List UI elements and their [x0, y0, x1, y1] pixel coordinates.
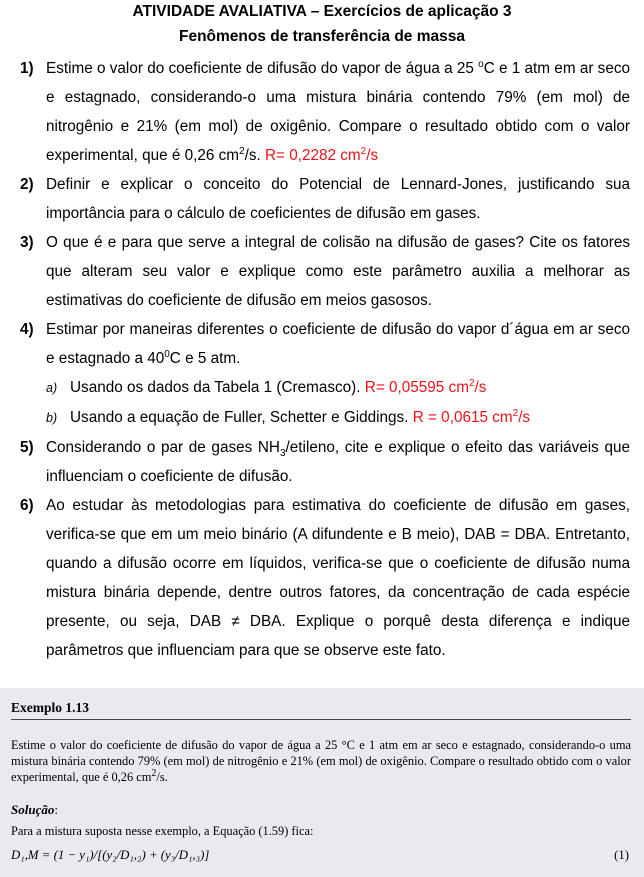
subitem-text: Usando a equação de Fuller, Schetter e Giddings. [70, 409, 413, 426]
question-number: 4) [20, 321, 34, 338]
solution-text: Para a mistura suposta nesse exemplo, a Equação (1.59) fica: [11, 824, 314, 838]
question-4b [0, 403, 644, 433]
page-subtitle: Fenômenos de transferência de massa [178, 28, 465, 45]
exponent: 2 [239, 145, 245, 157]
question-4 [0, 315, 644, 373]
question-text: Considerando o par de gases NH [46, 439, 280, 456]
equation-number: (1) [614, 848, 629, 862]
question-5 [0, 433, 644, 491]
question-text: Estime o valor do coeficiente de difusão do vapor de água a 25 [46, 60, 479, 77]
textbook-excerpt [0, 688, 644, 877]
question-text-cont: C e 1 atm em ar seco e estagnado, considerando-o uma mistura binária contendo 79% (em mol) de nitrogênio e 21% (em mol) de oxigênio. Compare o resultado obtido com o valor experimental, que é 0,26 cm [46, 60, 630, 164]
question-2 [0, 170, 644, 228]
answer-text: R = 0,0615 $cm^2/s$ [412, 407, 531, 426]
question-text: Definir e explicar o conceito do Potencial de Lennard-Jones, justificando sua importância para o cálculo de coeficientes de difusão em gases. [46, 176, 630, 222]
question-3 [0, 228, 644, 315]
question-number: 1) [20, 60, 34, 77]
subitem-letter: b) [46, 411, 58, 425]
solution-title: Solução: [11, 802, 58, 817]
degree-mark: 0 [164, 348, 170, 360]
question-text-end: /s. [244, 147, 265, 164]
question-number: 3) [20, 234, 34, 251]
question-6 [0, 491, 644, 665]
divider [11, 719, 631, 720]
subitem-letter: a) [46, 381, 58, 395]
equation: D₁,M = (1 − y₁)/[(y₂/D₁,₂) + (y₃/D₁,₃)] [11, 848, 210, 862]
question-text: Estimar por maneiras diferentes o coeficiente de difusão do vapor d´água em ar seco e estagnado a 40 [46, 321, 630, 367]
question-text: Ao estudar às metodologias para estimativa do coeficiente de difusão em gases, verifica-se que em um meio binário (A difundente e B meio), DAB = DBA. Entretanto, quando a difusão ocorre em líquidos, verifica-se que o coeficiente de difusão numa mistura binária depende, dentre outros fatores, da concentração de cada espécie presente, ou seja, DAB ≠ DBA. Explique o porquê desta diferença e indique parâmetros que influenciam para que se observe este fato. [46, 497, 630, 659]
question-number: 6) [20, 497, 34, 514]
question-1 [0, 54, 644, 170]
example-body: Estime o valor do coeficiente de difusão do vapor de água a 25 °C e 1 atm em ar seco e estagnado, considerando-o uma mistura binária contendo 79% (em mol) de nitrogênio e 21% (em mol) de oxigênio. Compare o resultado obtido com o valor experimental, que é 0,26 $cm^2/s$. [11, 738, 631, 784]
example-title: Exemplo 1.13 [11, 700, 90, 715]
subitem-text: Usando os dados da Tabela 1 (Cremasco). [70, 379, 365, 396]
page-title: ATIVIDADE AVALIATIVA – Exercícios de aplicação 3 [132, 3, 512, 20]
question-text-cont: C e 5 atm. [169, 350, 241, 367]
question-4a [0, 373, 644, 403]
degree-mark: o [478, 58, 484, 70]
header [0, 0, 644, 48]
subscript: 3 [279, 448, 286, 460]
answer-text: R= 0,2282 $cm^2/s$ [265, 145, 379, 164]
question-text: O que é e para que serve a integral de colisão na difusão de gases? Cite os fatores que alteram seu valor e explique como este parâmetro auxilia a melhorar as estimativas do coeficiente de difusão em meios gasosos. [46, 234, 630, 309]
question-list [0, 54, 644, 665]
question-number: 5) [20, 439, 34, 456]
question-text-cont: /etileno, cite e explique o efeito das variáveis que influenciam o coeficiente de difusão. [46, 439, 630, 485]
answer-text: R= 0,05595 $cm^2/s$ [364, 377, 487, 396]
question-number: 2) [20, 176, 34, 193]
